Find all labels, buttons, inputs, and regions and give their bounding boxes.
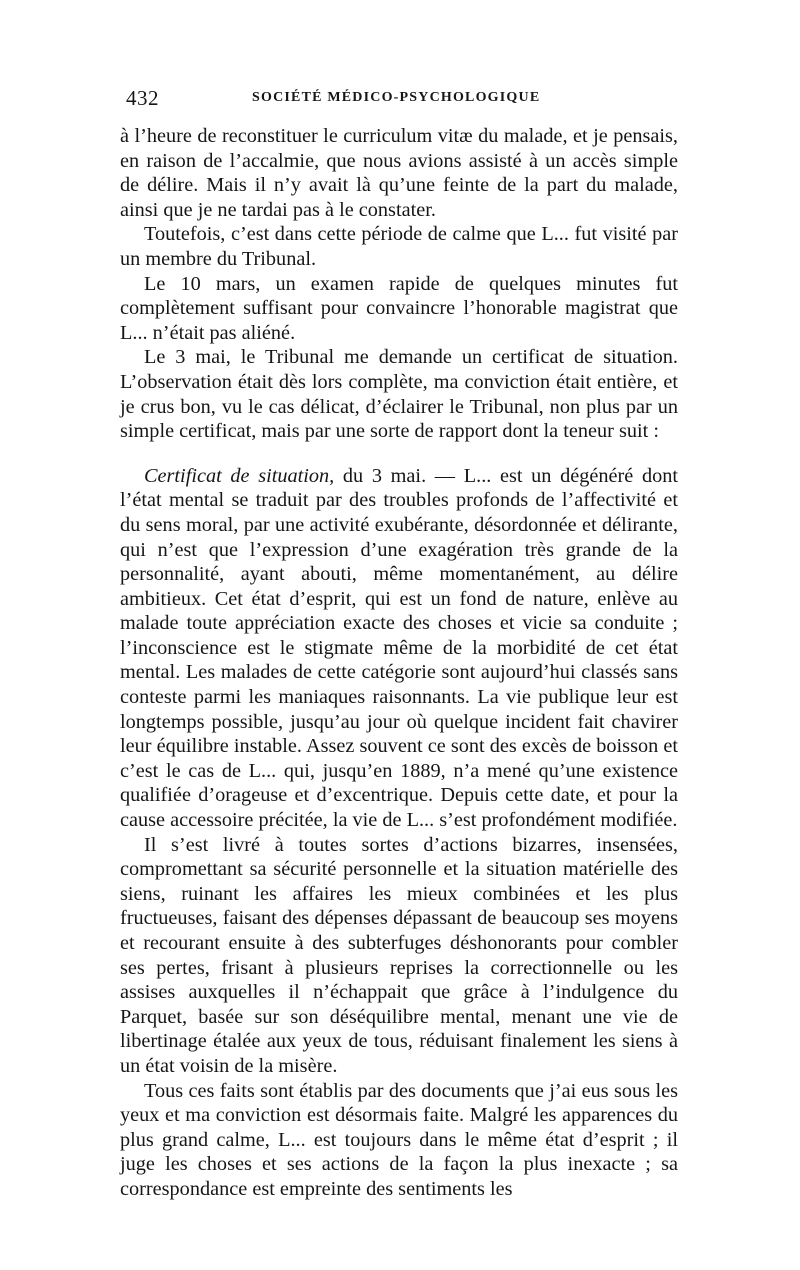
page-header xyxy=(120,86,680,116)
certificate-title: Certificat de situation, xyxy=(144,464,335,487)
paragraph-actions: Il s’est livré à toutes sortes d’actions bizarres, insensées, compromettant sa sécurité personnelle et la situation matérielle des siens, ruinant les affaires les mieux combinées et les plus fructueuses, faisant des dépenses dépassant de beaucoup ses moyens et recourant ensuite à des subterfuges déshonorants pour combler ses pertes, frisant à plusieurs reprises la correctionnelle ou les assises auxquelles il n’échappait que grâce à l’indulgence du Parquet, basée sur son déséquilibre mental, menant une vie de libertinage étalée aux yeux de tous, réduisant finalement les siens à un état voisin de la misère. xyxy=(120,833,678,1077)
paragraph-may-request: Le 3 mai, le Tribunal me demande un certificat de situation. L’observation était dès lors complète, ma conviction était entière, et je crus bon, vu le cas délicat, d’éclairer le Tribunal, non plus par un simple certificat, mais par une sorte de rapport dont la teneur suit : xyxy=(120,346,678,443)
paragraph-certificate xyxy=(120,464,678,833)
page-number: 432 xyxy=(126,86,159,110)
paragraph-march-exam: Le 10 mars, un examen rapide de quelques minutes fut complètement suffisant pour convaincre l’honorable magistrat que L... n’était pas aliéné. xyxy=(120,272,678,344)
certificate-body: du 3 mai. — L... est un dégénéré dont l’état mental se traduit par des troubles profonds de l’affectivité et du sens moral, par une activité exubérante, désordonnée et délirante, qui n’est que l’expression d’une exagération très grande de la personnalité, ayant abouti, même momentanément, au délire ambitieux. Cet état d’esprit, qui est un fond de nature, enlève au malade toute appréciation exacte des choses et vicie sa conduite ; l’inconscience est le stigmate même de la morbidité de cet état mental. Les malades de cette catégorie sont aujourd’hui classés sans conteste parmi les maniaques raisonnants. La vie publique leur est longtemps possible, jusqu’au jour où quelque incident fait chavirer leur équilibre instable. Assez souvent ce sont des excès de boisson et c’est le cas de L... qui, jusqu’en 1889, n’a mené qu’une existence qualifiée d’orageuse et d’excentrique. Depuis cette date, et pour la cause accessoire précitée, la vie de L... s’est profondément modifiée. xyxy=(120,464,679,832)
running-head: SOCIÉTÉ MÉDICO-PSYCHOLOGIQUE xyxy=(252,90,541,105)
paragraph-conclusion: Tous ces faits sont établis par des documents que j’ai eus sous les yeux et ma conviction est désormais faite. Malgré les apparences du plus grand calme, L... est toujours dans le même état d’esprit ; il juge les choses et ses actions de la façon la plus inexacte ; sa correspondance est empreinte des sentiments les xyxy=(120,1079,678,1200)
body-text xyxy=(120,124,678,1202)
paragraph-continuation: à l’heure de reconstituer le curriculum vitæ du malade, et je pensais, en raison de l’accalmie, que nous avions assisté à un accès simple de délire. Mais il n’y avait là qu’une feinte de la part du malade, ainsi que je ne tardai pas à le constater. xyxy=(120,125,678,221)
paragraph-calm-period: Toutefois, c’est dans cette période de calme que L... fut visité par un membre du Tribunal. xyxy=(120,223,678,270)
